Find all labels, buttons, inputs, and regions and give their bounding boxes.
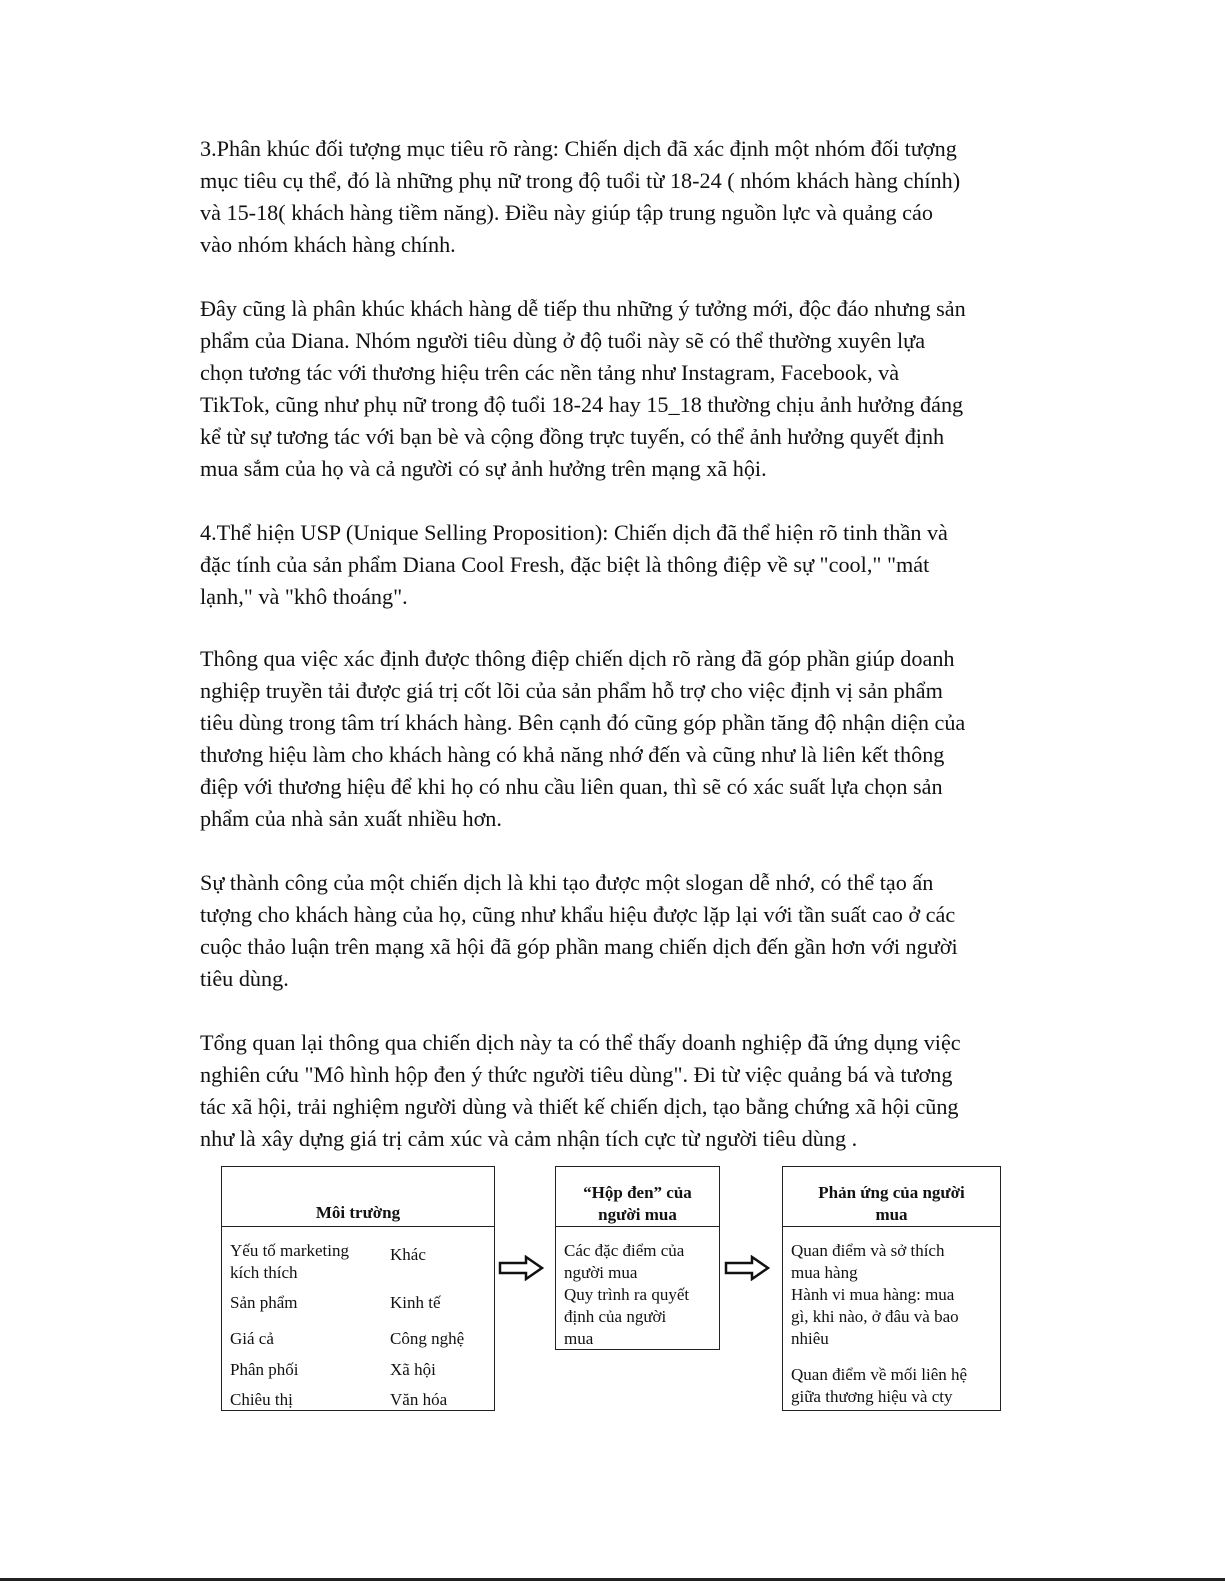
black-box-box bbox=[555, 1166, 720, 1350]
page-bottom-rule bbox=[0, 1578, 1225, 1581]
black-box-body bbox=[556, 1227, 719, 1351]
environment-box bbox=[221, 1166, 495, 1411]
env-left-item: Sản phẩm bbox=[230, 1293, 298, 1312]
black-box-line: mua bbox=[564, 1329, 594, 1348]
environment-body bbox=[222, 1227, 494, 1412]
black-box-line: định của người bbox=[564, 1307, 667, 1326]
text-line: mua sắm của họ và cả người có sự ảnh hưởng trên mạng xã hội. bbox=[200, 456, 767, 481]
text-line: Sự thành công của một chiến dịch là khi tạo được một slogan dễ nhớ, có thể tạo ấn bbox=[200, 870, 934, 895]
text-line: vào nhóm khách hàng chính. bbox=[200, 232, 456, 257]
buyer-response-body bbox=[783, 1227, 1000, 1412]
buyer-response-line: Quan điểm về mối liên hệ bbox=[791, 1365, 968, 1384]
env-right-item: Văn hóa bbox=[390, 1390, 448, 1409]
env-right-item: Khác bbox=[390, 1245, 426, 1264]
black-box-line: người mua bbox=[564, 1263, 638, 1282]
environment-title: Môi trường bbox=[222, 1167, 494, 1227]
black-box-title-line: “Hộp đen” của bbox=[583, 1183, 692, 1202]
buyer-response-title bbox=[783, 1167, 1000, 1227]
text-line: mục tiêu cụ thể, đó là những phụ nữ trong độ tuổi từ 18-24 ( nhóm khách hàng chính) bbox=[200, 168, 961, 193]
black-box-line: Quy trình ra quyết bbox=[564, 1285, 690, 1304]
text-line: tượng cho khách hàng của họ, cũng như khẩu hiệu được lặp lại với tần suất cao ở các bbox=[200, 902, 956, 927]
paragraph-summary bbox=[200, 1027, 1050, 1155]
black-box-line: Các đặc điểm của bbox=[564, 1241, 685, 1260]
buyer-response-line: giữa thương hiệu và cty bbox=[791, 1387, 953, 1406]
text-line: phẩm của Diana. Nhóm người tiêu dùng ở độ tuổi này sẽ có thể thường xuyên lựa bbox=[200, 328, 926, 353]
env-right-item: Công nghệ bbox=[390, 1329, 465, 1348]
buyer-response-title-line: mua bbox=[875, 1205, 908, 1224]
text-line: như là xây dựng giá trị cảm xúc và cảm nhận tích cực từ người tiêu dùng . bbox=[200, 1126, 858, 1151]
text-line: tiêu dùng. bbox=[200, 966, 289, 991]
buyer-response-line: gì, khi nào, ở đâu và bao bbox=[791, 1307, 959, 1326]
env-left-item: Yếu tố marketing bbox=[230, 1241, 349, 1260]
text-line: TikTok, cũng như phụ nữ trong độ tuổi 18-24 hay 15_18 thường chịu ảnh hưởng đáng bbox=[200, 392, 964, 417]
paragraph-message-value bbox=[200, 643, 1050, 835]
env-left-item: Phân phối bbox=[230, 1360, 299, 1379]
text-line: cuộc thảo luận trên mạng xã hội đã góp phần mang chiến dịch đến gần hơn với người bbox=[200, 934, 958, 959]
text-line: chọn tương tác với thương hiệu trên các nền tảng như Instagram, Facebook, và bbox=[200, 360, 900, 385]
env-right-item: Xã hội bbox=[390, 1360, 436, 1379]
text-line: đặc tính của sản phẩm Diana Cool Fresh, đặc biệt là thông điệp về sự "cool," "mát bbox=[200, 552, 930, 577]
env-left-item: Chiêu thị bbox=[230, 1390, 293, 1409]
paragraph-segment-detail bbox=[200, 293, 1050, 485]
black-box-title-line: người mua bbox=[598, 1205, 677, 1224]
buyer-response-line: nhiêu bbox=[791, 1329, 829, 1348]
text-line: lạnh," và "khô thoáng". bbox=[200, 584, 408, 609]
text-line: Tổng quan lại thông qua chiến dịch này ta có thể thấy doanh nghiệp đã ứng dụng việc bbox=[200, 1030, 961, 1055]
text-line: phẩm của nhà sản xuất nhiều hơn. bbox=[200, 806, 502, 831]
buyer-response-box bbox=[782, 1166, 1001, 1411]
text-line: Đây cũng là phân khúc khách hàng dễ tiếp thu những ý tưởng mới, độc đáo nhưng sản bbox=[200, 296, 966, 321]
buyer-response-line: mua hàng bbox=[791, 1263, 858, 1282]
buyer-response-line: Hành vi mua hàng: mua bbox=[791, 1285, 955, 1304]
paragraph-usp bbox=[200, 517, 1050, 613]
text-line: 4.Thể hiện USP (Unique Selling Proposition): Chiến dịch đã thể hiện rõ tinh thần và bbox=[200, 520, 948, 545]
text-line: kể từ sự tương tác với bạn bè và cộng đồng trực tuyến, có thể ảnh hưởng quyết định bbox=[200, 424, 945, 449]
env-right-item: Kinh tế bbox=[390, 1293, 441, 1312]
env-left-item: kích thích bbox=[230, 1263, 298, 1282]
double-right-arrow-icon bbox=[498, 1255, 544, 1281]
text-line: nghiên cứu "Mô hình hộp đen ý thức người tiêu dùng". Đi từ việc quảng bá và tương bbox=[200, 1062, 953, 1087]
text-line: nghiệp truyền tải được giá trị cốt lõi của sản phẩm hỗ trợ cho việc định vị sản phẩm bbox=[200, 678, 943, 703]
text-line: điệp với thương hiệu để khi họ có nhu cầu liên quan, thì sẽ có xác suất lựa chọn sản bbox=[200, 774, 943, 799]
text-line: và 15-18( khách hàng tiềm năng). Điều này giúp tập trung nguồn lực và quảng cáo bbox=[200, 200, 933, 225]
buyer-response-line: Quan điểm và sở thích bbox=[791, 1241, 945, 1260]
paragraph-target-segment bbox=[200, 133, 1050, 261]
env-left-item: Giá cả bbox=[230, 1329, 274, 1348]
black-box-title bbox=[556, 1167, 719, 1227]
text-line: thương hiệu làm cho khách hàng có khả năng nhớ đến và cũng như là liên kết thông bbox=[200, 742, 945, 767]
text-line: tác xã hội, trải nghiệm người dùng và thiết kế chiến dịch, tạo bằng chứng xã hội cũng bbox=[200, 1094, 959, 1119]
text-line: Thông qua việc xác định được thông điệp chiến dịch rõ ràng đã góp phần giúp doanh bbox=[200, 646, 955, 671]
buyer-response-title-line: Phản ứng của người bbox=[818, 1183, 965, 1202]
text-line: tiêu dùng trong tâm trí khách hàng. Bên cạnh đó cũng góp phần tăng độ nhận diện của bbox=[200, 710, 966, 735]
double-right-arrow-icon bbox=[724, 1255, 770, 1281]
text-line: 3.Phân khúc đối tượng mục tiêu rõ ràng: Chiến dịch đã xác định một nhóm đối tượng bbox=[200, 136, 957, 161]
paragraph-slogan bbox=[200, 867, 1050, 995]
